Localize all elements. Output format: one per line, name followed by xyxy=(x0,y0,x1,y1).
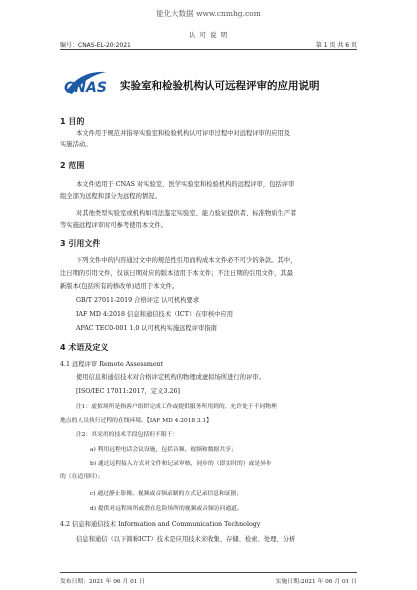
section-3-text: 新版本(包括所有的修改单)适用于本文件。 xyxy=(60,283,179,290)
note-text: 注1：虚拟场所是指客户组织完成工作或提供服务所用到的，允许处于不同物理 xyxy=(76,404,277,410)
note-text: 注2：其采用的技术手段包括但不限于： xyxy=(76,432,179,438)
document-number: 编号：CNAS-EL-20:2021 xyxy=(60,42,131,49)
watermark-text: 能化大数据 www.cnmhg.com xyxy=(156,9,261,18)
list-item: 的（在适用时）； xyxy=(60,474,104,480)
reference-item: GB/T 27011-2019 合格评定 认可机构要求 xyxy=(76,297,200,304)
header-divider xyxy=(60,49,357,50)
section-2-heading: 2 范围 xyxy=(60,161,85,170)
section-2-text: 对其他类型实验室或机构如司法鉴定实验室、能力验证提供者、标准物质生产者 xyxy=(76,210,297,217)
definition-source: [ISO/IEC 17011:2017，定义3.26] xyxy=(76,388,180,395)
section-1-text: 本文件用于规范并指导实验室和检验机构认可评审过程中对远程评审的应用及 xyxy=(76,130,291,137)
document-kind: 认 可 说 明 xyxy=(188,31,229,39)
page-number: 第 1 页 共 6 页 xyxy=(315,42,357,49)
svg-text:CNAS: CNAS xyxy=(64,80,107,96)
section-2-text: 等实施远程评审时可参考使用本文件。 xyxy=(60,222,168,229)
cnas-logo-icon xyxy=(60,66,112,100)
section-2-text: 组全部为远程和部分为远程的情况。 xyxy=(60,193,161,200)
section-3-text: 下列文件中的内容通过文中的规范性引用而构成本文件必不可少的条款。其中， xyxy=(76,257,297,264)
section-1-text: 实施活动。 xyxy=(60,141,92,148)
definition-text: 信息和通信（以下简称ICT）技术是应用技术来收集、存储、检索、处理、分析 xyxy=(76,536,296,543)
section-3-text: 注日期的引用文件，仅该日期对应的版本适用于本文件；不注日期的引用文件，其最 xyxy=(60,270,293,277)
subsection-4-1-heading: 4.1 远程评审 Remote Assessment xyxy=(60,361,164,368)
footer-divider xyxy=(60,572,357,573)
list-item: b) 通过远程接入方式对文件和记录审核，同步的（即实时的）或是异步 xyxy=(90,461,272,467)
document-title: 实验室和检验机构认可远程评审的应用说明 xyxy=(120,80,320,92)
section-2-text: 本文件适用于 CNAS 对实验室、医学实验室和检验机构的远程评审，包括评审 xyxy=(76,181,295,188)
section-1-heading: 1 目的 xyxy=(60,117,85,126)
list-item: c) 通过静止影像、视频或音频录制的方式记录信息和证据； xyxy=(90,491,243,497)
publish-date: 发布日期：2021 年 06 月 01 日 xyxy=(60,579,146,585)
subsection-4-2-heading: 4.2 信息和通信技术 Information and Communication Technology xyxy=(60,521,261,528)
section-3-heading: 3 引用文件 xyxy=(60,239,101,248)
definition-text: 使用信息和通信技术对合格评定机构的物理或虚拟场所进行的评审。 xyxy=(76,374,265,381)
section-4-heading: 4 术语及定义 xyxy=(60,343,109,352)
list-item: a) 利用远程电话会议设施，包括音频、视频和数据共享； xyxy=(90,447,237,453)
list-item: d) 提供对远程场所或潜在危险场所的视频或音频访问通道。 xyxy=(90,506,243,512)
reference-item: IAF MD 4:2018 信息和通信技术（ICT）在审核中应用 xyxy=(76,311,234,318)
implement-date: 实施日期:2021 年 06 月 01 日 xyxy=(275,579,357,585)
reference-item: APAC TEC0-001 1.0 认可机构实施远程评审指南 xyxy=(76,325,217,332)
note-text: 地点的人员执行过程的在线环境。【IAF MD 4:2018 3.1】 xyxy=(60,418,212,424)
